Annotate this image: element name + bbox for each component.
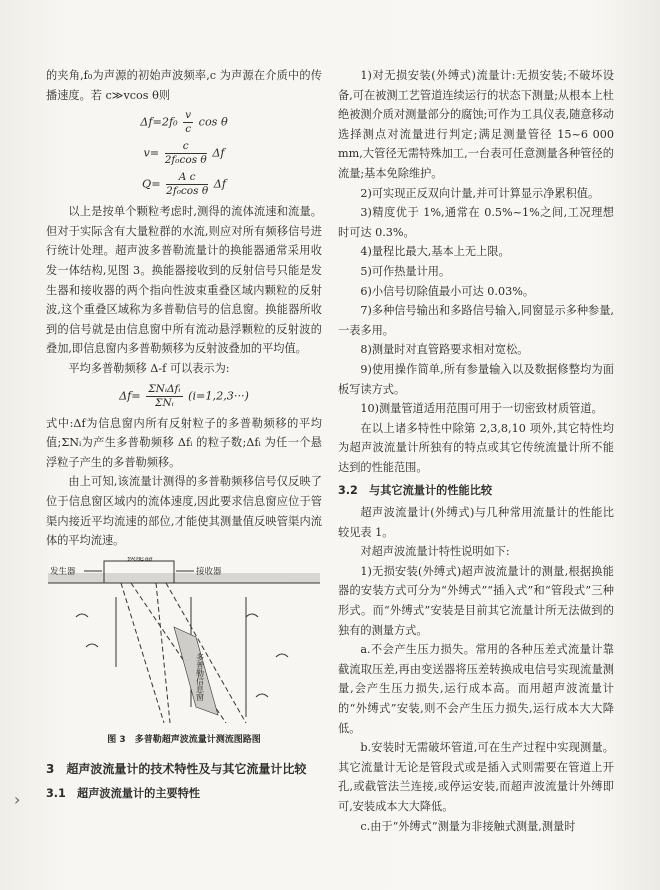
paragraph: 3)精度优于 1%,通常在 0.5%~1%之间,工况理想时可达 0.3%。 (338, 206, 614, 239)
numerator: ΣNᵢΔfᵢ (148, 382, 181, 395)
right-column (338, 66, 614, 836)
eq-part: Δf= (119, 389, 141, 403)
margin-mark: › (14, 790, 21, 809)
subsection-heading: 3.1 超声波流量计的主要特性 (46, 786, 201, 800)
paragraph: 式中:Δf为信息窗内所有反射粒子的多普勒频移的平均值;ΣNᵢ为产生多普勒频移 Δfᵢ 的粒子数;Δfᵢ 为任一个悬浮粒子产生的多普勒频移。 (46, 416, 322, 469)
doppler-diagram (46, 557, 322, 727)
subsection-heading: 3.2 与其它流量计的性能比较 (338, 484, 493, 498)
paragraph: 超声波流量计(外缚式)与几种常用流量计的性能比较见表 1。 (338, 506, 614, 539)
paragraph: 以上是按单个颗粒考虑时,测得的流体流速和流量。但对于实际含有大量粒群的水流,则应对所有频移信号进行统计处理。超声波多普勒流量计的换能器通常采用收发一体结构,见图 3。换能器接收到的反射信号只能是发生器和接收器的两个指向性波束重叠区域内颗粒的反射波,这个重叠区域称为多普勒信号的信息窗。换能器所收到的信号就是由信息窗中所有流动悬浮颗粒的反射波的叠加,即信息窗内多普勒频移为反射波叠加的平均值。 (46, 205, 322, 356)
paragraph: 9)使用操作简单,所有参量输入以及数据修整均为面板写读方式。 (338, 362, 614, 396)
paragraph: 的夹角,f₀为声源的初始声波频率,c 为声源在介质中的传播速度。若 c≫vcos θ则 (46, 69, 322, 102)
paragraph: c.由于“外缚式”测量为非接触式测量,测量时 (360, 819, 576, 833)
figure-3 (46, 557, 322, 727)
beam-line (156, 583, 170, 723)
paragraph: 10)测量管道适用范围可用于一切密致材质管道。 (360, 402, 603, 416)
eq-part: Q= (142, 177, 161, 191)
paragraph: 在以上诸多特性中除第 2,3,8,10 项外,其它特性均为超声波流量计所独有的特点或其它传统流量计所不能达到的性能范围。 (338, 421, 614, 474)
fraction (183, 109, 193, 136)
label-transducer: 换能器 (127, 556, 153, 563)
paragraph: 平均多普勒频移 Δ-f 可以表示为: (68, 361, 230, 375)
numerator: v (185, 109, 192, 122)
fraction (165, 140, 207, 167)
left-column (46, 66, 322, 805)
section-heading: 3 超声波流量计的技术特性及与其它流量计比较 (46, 762, 307, 777)
denominator: c (185, 123, 192, 136)
paragraph: 对超声波流量计特性说明如下: (360, 545, 510, 559)
eq-part: Δf=2f₀ (140, 115, 178, 129)
denominator: ΣNᵢ (155, 396, 174, 409)
numerator: A c (166, 171, 208, 185)
eq-part: Δf (212, 146, 225, 160)
paragraph: a.不会产生压力损失。常用的各种压差式流量计靠截流取压差,再由变送器将压差转换成电信号实现流量测量,会产生压力损失,运行成本高。而用超声波流量计的“外缚式”安装,则不会产生压力损失,运行成本大大降低。 (338, 643, 614, 735)
label-receiver: 接收器 (196, 566, 222, 577)
paragraph: 由上可知,该流量计测得的多普勒频移信号仅反映了位于信息窗区域内的流体速度,因此要求信息窗应位于管渠内接近平均流速的部位,才能使其测量值反映管渠内流体的平均流速。 (46, 475, 322, 548)
paragraph: 1)对无损安装(外缚式)流量计:无损安装;不破坏设备,可在被测工艺管道连续运行的状态下测量;从根本上杜绝被测介质对测量部分的腐蚀;可作为工具仪表,随意移动选择测点对流量进行判定;满足测量管径 15~6 000 mm,大管径无需特殊加工,一台表可任意测量各种管径的流量;基本免除维护。 (338, 69, 614, 180)
eq-part: v= (143, 146, 160, 160)
label-info-window: 多普勒信息窗 (195, 652, 205, 701)
paragraph: 1)无损安装(外缚式)超声波流量计的测量,根据换能器的安装方式可分为“外缚式”“插入式”和“管段式”三种形式。而“外缚式”安装是目前其它流量计所无法做到的独有的测量方式。 (338, 564, 614, 637)
label-generator: 发生器 (50, 566, 76, 577)
denominator: 2f₀cos θ (166, 185, 209, 198)
fraction (166, 171, 208, 198)
paragraph: 7)多种信号输出和多路信号输入,同窗显示多种参量,一表多用。 (338, 304, 614, 337)
paragraph: 4)量程比最大,基本上无上限。 (360, 245, 510, 259)
equation-4 (46, 383, 322, 410)
equation-2 (46, 140, 322, 167)
paragraph: 5)可作热量计用。 (360, 264, 451, 278)
paragraph: b.安装时无需破坏管道,可在生产过程中实现测量。其它流量计无论是管段式或是插入式则需要在管道上开孔,或截管法兰连接,或停运安装,而超声波流量计外缚即可,安装成本大大降低。 (338, 741, 614, 813)
numerator: c (165, 140, 207, 154)
eq-part: (i=1,2,3···) (188, 389, 249, 403)
paragraph: 8)测量时对直管路要求相对宽松。 (360, 343, 529, 357)
eq-part: cos θ (198, 115, 228, 129)
equation-1 (46, 109, 322, 136)
paragraph: 6)小信号切除值最小可达 0.03%。 (360, 284, 535, 298)
paragraph: 2)可实现正反双向计量,并可计算显示净累积值。 (360, 186, 600, 200)
eq-part: Δf (213, 177, 226, 191)
equation-3 (46, 171, 322, 198)
denominator: 2f₀cos θ (164, 154, 207, 167)
fraction (146, 383, 182, 410)
figure-caption: 图 3 多普勒超声波流量计测流图路图 (107, 734, 261, 745)
beam-line (121, 583, 164, 723)
pipe-wall (48, 573, 320, 583)
